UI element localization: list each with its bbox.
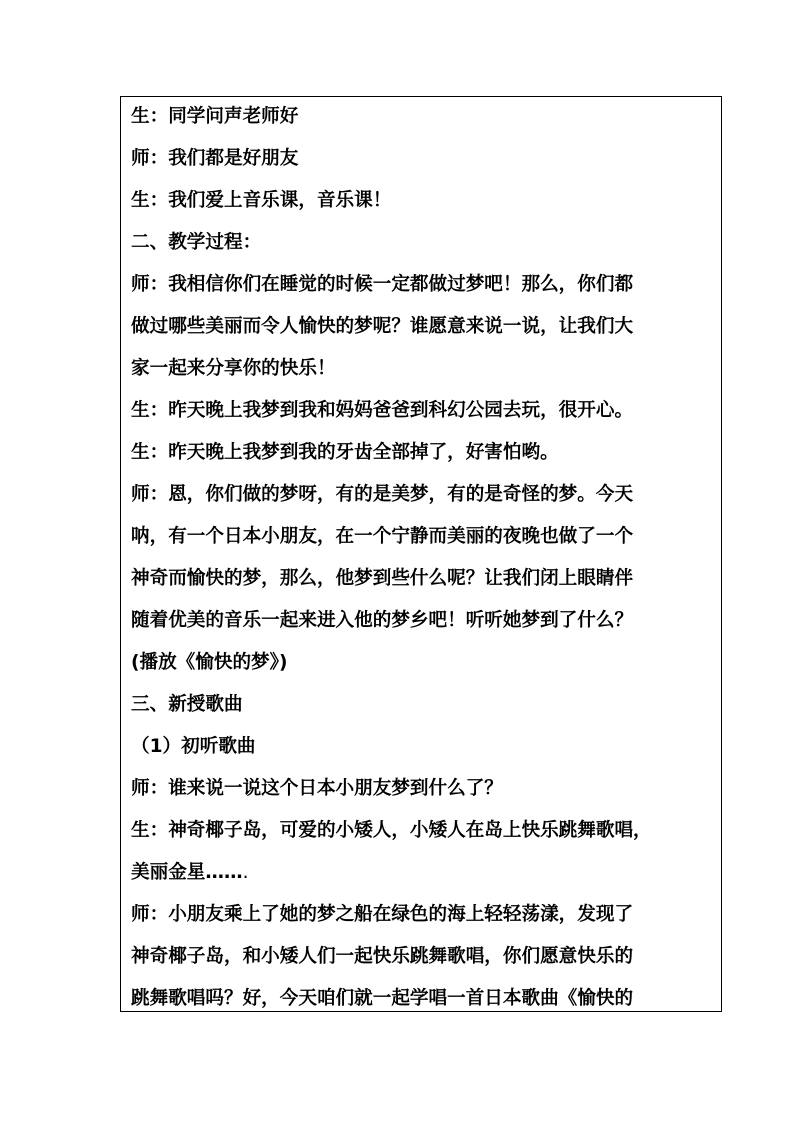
text-line: (播放《愉快的梦》) bbox=[131, 652, 288, 673]
text-line: 神奇而愉快的梦，那么，他梦到些什么呢？让我们闭上眼睛伴 bbox=[131, 568, 634, 589]
text-line-content: 美丽金星…… bbox=[131, 862, 243, 883]
text-line: 跳舞歌唱吗？好，今天咱们就一起学唱一首日本歌曲《愉快的 bbox=[131, 988, 634, 1009]
text-line: 师：我们都是好朋友 bbox=[131, 148, 299, 169]
text-line: 师：小朋友乘上了她的梦之船在绿色的海上轻轻荡漾，发现了 bbox=[131, 904, 634, 925]
text-line: 师：我相信你们在睡觉的时候一定都做过梦吧！那么，你们都 bbox=[131, 274, 634, 295]
document-table-cell bbox=[120, 96, 722, 1012]
text-line bbox=[131, 858, 249, 888]
text-line: 随着优美的音乐一起来进入他的梦乡吧！听听她梦到了什么？ bbox=[131, 610, 634, 631]
text-line: 生：同学问声老师好 bbox=[131, 106, 299, 127]
section-heading: 三、新授歌曲 bbox=[131, 694, 243, 715]
text-line: 呐，有一个日本小朋友，在一个宁静而美丽的夜晚也做了一个 bbox=[131, 526, 634, 547]
text-line: 师：恩，你们做的梦呀，有的是美梦，有的是奇怪的梦。今天 bbox=[131, 484, 634, 505]
text-line: 生：我们爱上音乐课，音乐课！ bbox=[131, 190, 392, 211]
text-line: 生：神奇椰子岛，可爱的小矮人，小矮人在岛上快乐跳舞歌唱， bbox=[131, 820, 652, 841]
text-line: 做过哪些美丽而令人愉快的梦呢？谁愿意来说一说，让我们大 bbox=[131, 316, 634, 337]
subsection-heading: （1）初听歌曲 bbox=[131, 736, 256, 757]
section-heading: 二、教学过程： bbox=[131, 232, 262, 253]
text-line: 生：昨天晚上我梦到我的牙齿全部掉了，好害怕哟。 bbox=[131, 442, 559, 463]
trailing-period: . bbox=[242, 862, 249, 883]
text-line: 师：谁来说一说这个日本小朋友梦到什么了？ bbox=[131, 778, 503, 799]
text-line: 神奇椰子岛，和小矮人们一起快乐跳舞歌唱，你们愿意快乐的 bbox=[131, 946, 634, 967]
text-line: 生：昨天晚上我梦到我和妈妈爸爸到科幻公园去玩，很开心。 bbox=[131, 400, 634, 421]
text-line: 家一起来分享你的快乐！ bbox=[131, 358, 336, 379]
